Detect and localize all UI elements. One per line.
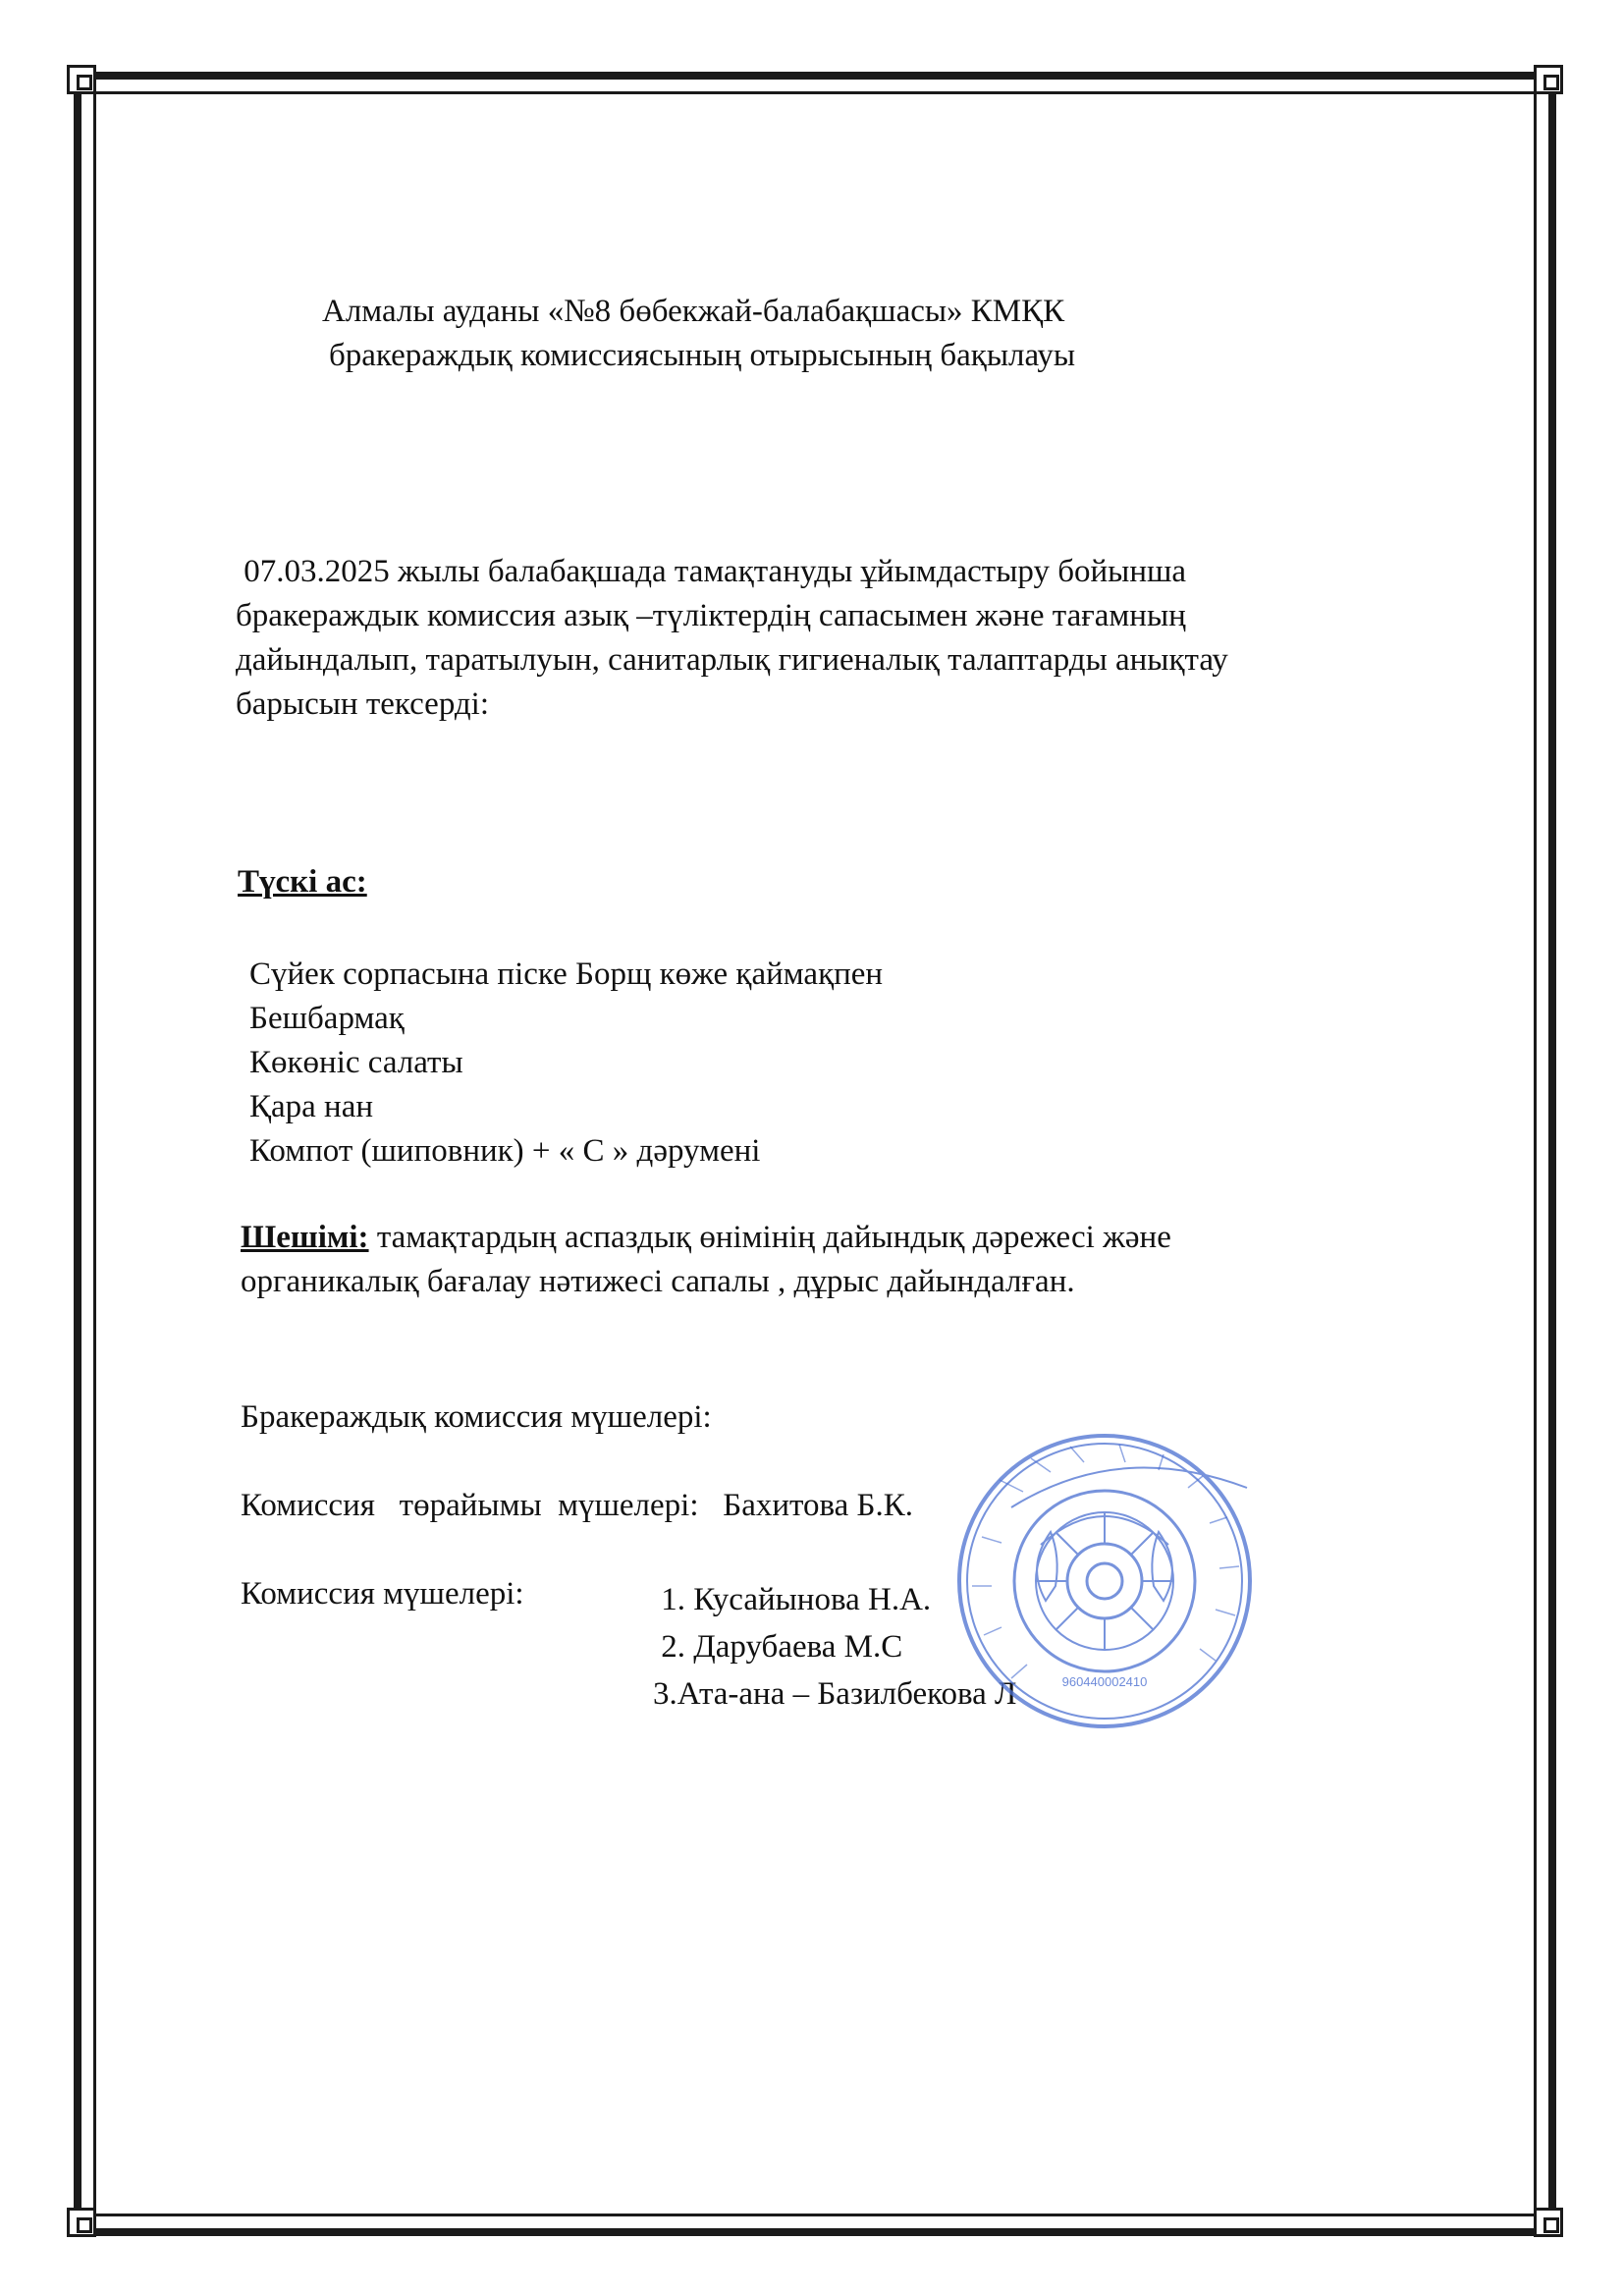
document-title-line2: бракераждық комиссиясының отырысының бақылауы xyxy=(329,338,1076,373)
lunch-heading: Түскі ас: xyxy=(238,864,367,900)
border-corner-ornament xyxy=(1534,65,1563,94)
intro-line: 07.03.2025 жылы балабақшада тамақтануды ұйымдастыру бойынша xyxy=(236,554,1187,589)
menu-item: Сүйек сорпасына піске Борщ көже қаймақпен xyxy=(249,957,884,992)
commission-chair: Комиссия төрайымы мүшелері: Бахитова Б.К. xyxy=(241,1488,914,1523)
intro-line: дайындалып, таратылуын, санитарлық гигиеналық талаптарды анықтау xyxy=(236,642,1228,678)
menu-item: Бешбармақ xyxy=(249,1001,405,1036)
commission-members-title: Бракераждық комиссия мүшелері: xyxy=(241,1399,712,1435)
member-item: 2. Дарубаева М.С xyxy=(653,1629,903,1665)
border-corner-ornament xyxy=(1534,2208,1563,2237)
menu-item: Көкөніс салаты xyxy=(249,1045,463,1080)
commission-members-label: Комиссия мүшелері: xyxy=(241,1576,524,1612)
decision-paragraph xyxy=(241,1216,1419,1304)
member-item: 1. Кусайынова Н.А. xyxy=(653,1582,932,1617)
decision-text-line1: тамақтардың аспаздық өнімінің дайындық дәрежесі және xyxy=(368,1220,1171,1255)
decision-text-line2: органикалық бағалау нәтижесі сапалы , дұрыс дайындалған. xyxy=(241,1264,1075,1299)
intro-line: бракераждык комиссия азық –түліктердің сапасымен және тағамның xyxy=(236,598,1186,633)
intro-line: барысын тексерді: xyxy=(236,686,490,722)
border-corner-ornament xyxy=(67,2208,96,2237)
menu-list xyxy=(249,953,883,1174)
document-title-line1: Алмалы ауданы «№8 бөбекжай-балабақшасы» КМҚК xyxy=(322,294,1065,329)
member-item: 3.Ата-ана – Базилбекова Л xyxy=(653,1676,1017,1712)
decision-label: Шешімі: xyxy=(241,1220,369,1255)
menu-item: Компот (шиповник) + « С » дәрумені xyxy=(249,1133,761,1169)
stamp-number: 960440002410 xyxy=(1061,1674,1148,1689)
border-corner-ornament xyxy=(67,65,96,94)
intro-paragraph xyxy=(236,550,1463,727)
official-seal-stamp xyxy=(952,1429,1257,1733)
menu-item: Қара нан xyxy=(249,1089,374,1124)
